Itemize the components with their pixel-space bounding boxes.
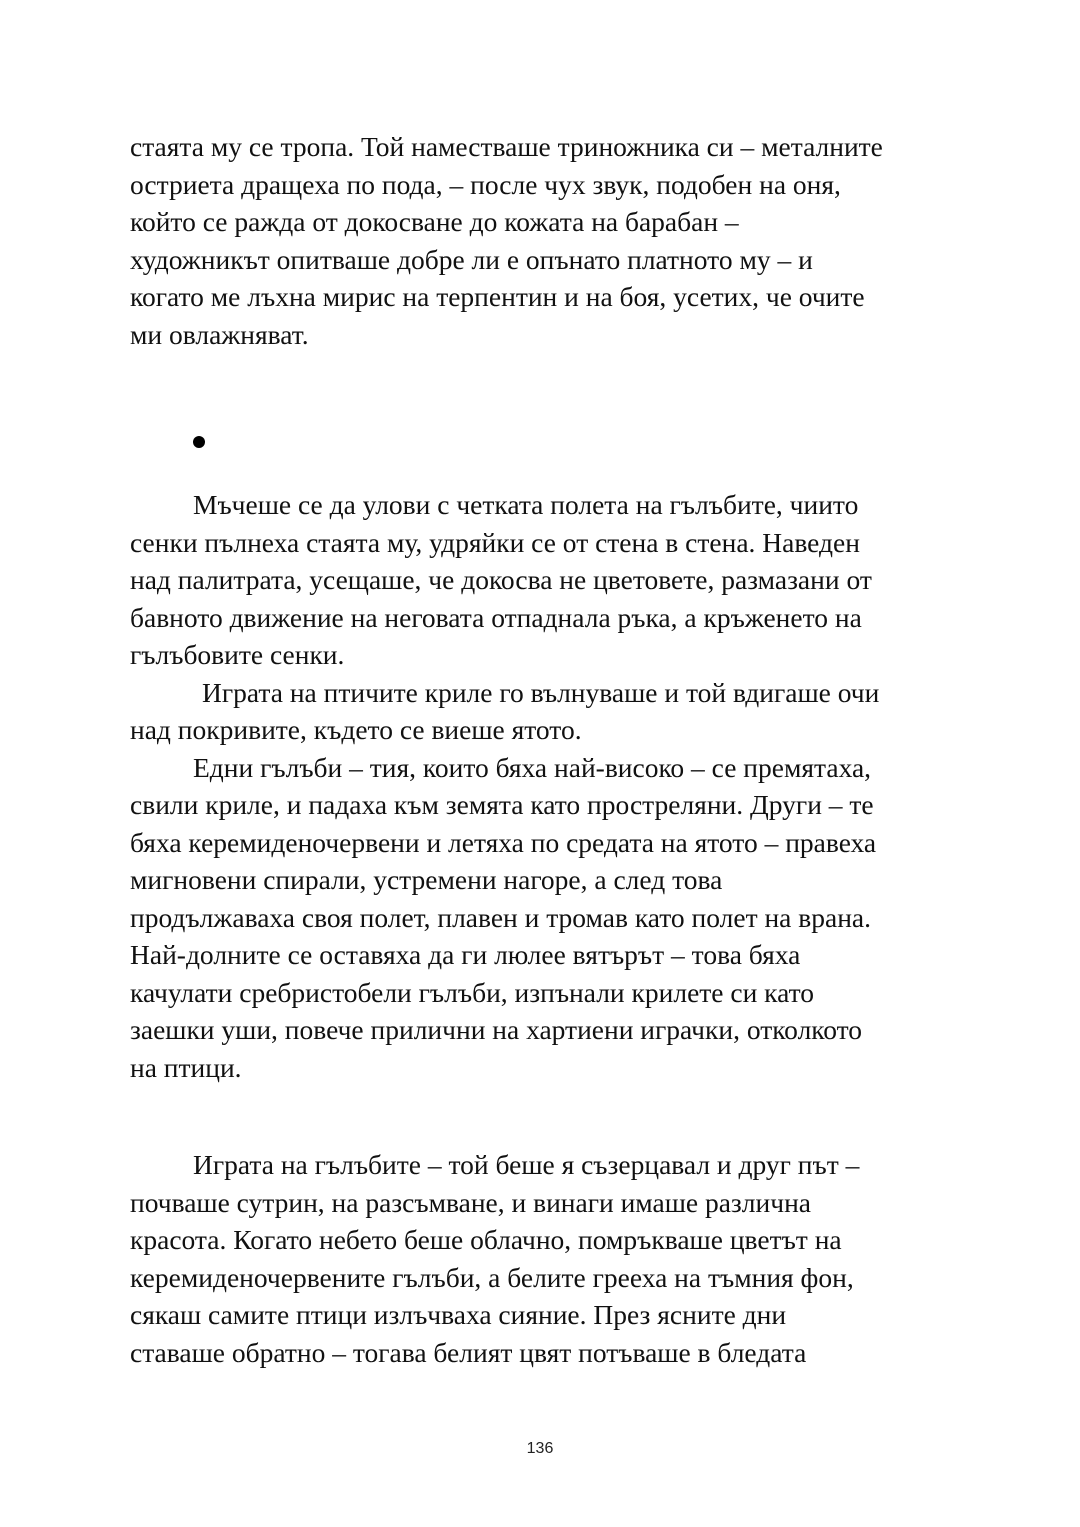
text-line: Играта на гълъбите – той беше я съзерцавал и друг път – xyxy=(193,1149,860,1180)
text-line: когато ме лъхна мирис на терпентин и на боя, усетих, че очите xyxy=(130,281,865,312)
paragraphs-middle xyxy=(130,486,970,1086)
text-line: ми овлажняват. xyxy=(130,318,309,350)
text-line: бяха керемиденочервени и летяха по средата на ятото – правеха xyxy=(130,826,877,858)
text-line: сенки пълнеха стаята му, удряйки се от стена в стена. Наведен xyxy=(130,526,860,558)
text-line: на птици. xyxy=(130,1051,242,1083)
paragraph-wings xyxy=(130,674,970,749)
text-line: почваше сутрин, на разсъмване, и винаги имаше различна xyxy=(130,1186,811,1218)
text-line: над палитрата, усещаше, че докосва не цветовете, размазани от xyxy=(130,564,872,595)
page-number: 136 xyxy=(526,1440,554,1457)
text-line: Мъчеше се да улови с четката полета на гълъбите, чиито xyxy=(193,489,859,520)
section-separator-bullet xyxy=(193,436,205,448)
text-line: сякаш самите птици излъчваха сияние. През ясните дни xyxy=(130,1299,787,1330)
text-line: мигновени спирали, устремени нагоре, а след това xyxy=(130,864,723,895)
text-line: Едни гълъби – тия, които бяха най-високо – се премятаха, xyxy=(193,751,872,783)
paragraph-pigeon-game xyxy=(130,1146,970,1371)
text-line: качулати сребристобели гълъби, изпънали крилете си като xyxy=(130,976,815,1008)
text-line: който се ражда от докосване до кожата на барабан – xyxy=(130,206,739,237)
text-line: гълъбовите сенки. xyxy=(130,639,345,670)
text-line: красота. Когато небето беше облачно, помръкваше цветът на xyxy=(130,1224,842,1255)
text-line: остриета дращеха по пода, – после чух звук, подобен на оня, xyxy=(130,168,841,200)
text-line: заешки уши, повече прилични на хартиени играчки, отколкото xyxy=(130,1014,863,1045)
text-line: стаята му се тропа. Той наместваше триножника си – металните xyxy=(130,131,883,162)
text-line: над покривите, където се виеше ятото. xyxy=(130,714,582,745)
paragraph-pigeons xyxy=(130,749,970,1087)
text-line: ставаше обратно – тогава белият цвят потъваше в бледата xyxy=(130,1336,807,1368)
text-line: бавното движение на неговата отпаднала ръка, а кръженето на xyxy=(130,601,862,633)
text-line: керемиденочервените гълъби, а белите грееха на тъмния фон, xyxy=(130,1261,854,1293)
text-line: художникът опитваше добре ли е опънато платното му – и xyxy=(130,243,813,275)
text-line: продължаваха своя полет, плавен и тромав като полет на врана. xyxy=(130,901,871,933)
text-line: Играта на птичите криле го вълнуваше и той вдигаше очи xyxy=(202,676,880,708)
paragraph-painting xyxy=(130,486,970,674)
paragraph-opening xyxy=(130,128,970,353)
text-line: свили криле, и падаха към земята като простреляни. Други – те xyxy=(130,789,874,820)
text-line: Най-долните се оставяха да ги люлее вятърът – това бяха xyxy=(130,939,801,970)
